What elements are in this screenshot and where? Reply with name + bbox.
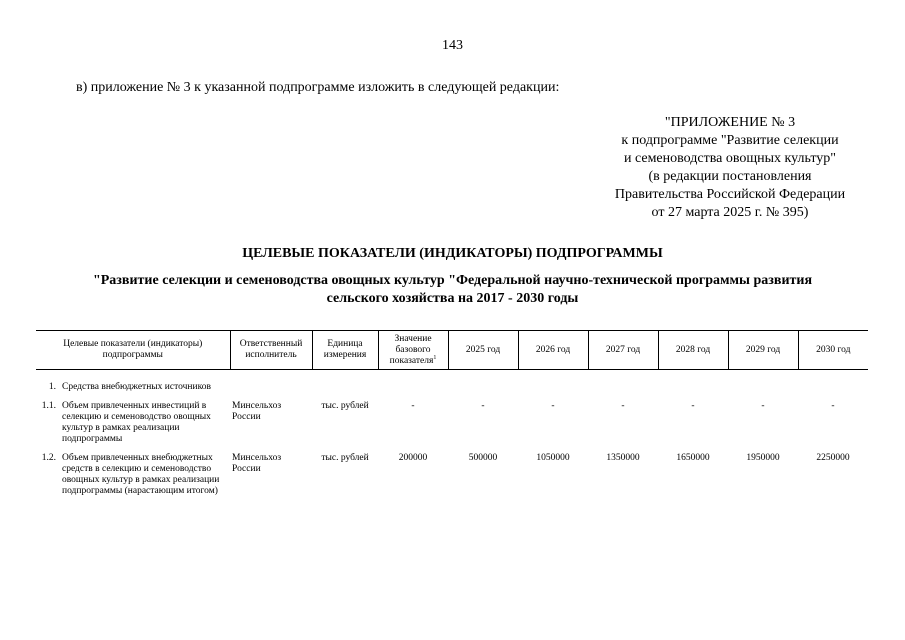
row-value: 500000 bbox=[468, 453, 498, 463]
table-row bbox=[36, 382, 868, 393]
row-value: 1650000 bbox=[676, 453, 710, 463]
header-year: 2030 год bbox=[798, 331, 868, 370]
header-year: 2029 год bbox=[728, 331, 798, 370]
row-unit: тыс. рублей bbox=[321, 401, 369, 411]
row-value bbox=[658, 382, 728, 393]
row-value: - bbox=[761, 401, 765, 411]
row-number: 1.2. bbox=[41, 453, 56, 463]
header-base-label: Значение базового показателя bbox=[389, 333, 434, 366]
header-year: 2025 год bbox=[448, 331, 518, 370]
table-header-row bbox=[36, 331, 868, 370]
header-executor: Ответственный исполнитель bbox=[230, 331, 312, 370]
indicators-table bbox=[36, 330, 868, 497]
row-value bbox=[728, 382, 798, 393]
row-value bbox=[448, 382, 518, 393]
header-unit: Единица измерения bbox=[312, 331, 378, 370]
row-unit bbox=[312, 382, 378, 393]
row-value bbox=[518, 382, 588, 393]
header-base bbox=[378, 331, 448, 370]
row-value: 1950000 bbox=[746, 453, 780, 463]
table-row bbox=[36, 401, 868, 445]
appendix-line: от 27 марта 2025 г. № 395) bbox=[651, 205, 809, 220]
row-value bbox=[798, 382, 868, 393]
header-indicator: Целевые показатели (индикаторы) подпрограммы bbox=[36, 331, 230, 370]
document-subtitle: "Развитие селекции и семеноводства овощных культур "Федеральной научно-технической программы развития сельского хозяйства на 2017 - 2030 годы bbox=[92, 273, 813, 306]
row-executor: Минсельхоз России bbox=[232, 453, 282, 474]
row-value: - bbox=[831, 401, 835, 411]
row-value bbox=[588, 382, 658, 393]
appendix-line: Правительства Российской Федерации bbox=[614, 187, 846, 202]
row-value: 1050000 bbox=[536, 453, 570, 463]
row-value: - bbox=[551, 401, 555, 411]
row-indicator: Объем привлеченных внебюджетных средств в селекцию и семеноводство овощных культур в рамках реализации подпрограммы (нарастающим итогом) bbox=[62, 453, 220, 496]
row-value: - bbox=[691, 401, 695, 411]
row-indicator: Средства внебюджетных источников bbox=[62, 382, 211, 392]
row-number: 1.1. bbox=[41, 401, 56, 411]
row-executor bbox=[230, 382, 312, 393]
appendix-line: (в редакции постановления bbox=[648, 169, 812, 184]
row-value: - bbox=[481, 401, 485, 411]
table-row bbox=[36, 453, 868, 497]
header-year: 2028 год bbox=[658, 331, 728, 370]
appendix-header bbox=[560, 114, 900, 222]
header-year: 2027 год bbox=[588, 331, 658, 370]
row-value: 1350000 bbox=[606, 453, 640, 463]
footnote-marker: 1 bbox=[433, 354, 437, 361]
header-year: 2026 год bbox=[518, 331, 588, 370]
appendix-line: к подпрограмме "Развитие селекции bbox=[621, 133, 839, 148]
appendix-line: "ПРИЛОЖЕНИЕ № 3 bbox=[664, 115, 796, 130]
row-value: 2250000 bbox=[816, 453, 850, 463]
row-number: 1. bbox=[48, 382, 56, 392]
row-executor: Минсельхоз России bbox=[232, 401, 282, 422]
row-value: - bbox=[621, 401, 625, 411]
row-base: - bbox=[411, 401, 415, 411]
row-indicator: Объем привлеченных инвестиций в селекцию и семеноводство овощных культур в рамках реализации подпрограммы bbox=[62, 401, 211, 444]
row-unit: тыс. рублей bbox=[321, 453, 369, 463]
intro-text: в) приложение № 3 к указанной подпрограмме изложить в следующей редакции: bbox=[76, 80, 560, 95]
row-base: 200000 bbox=[398, 453, 428, 463]
document-title: ЦЕЛЕВЫЕ ПОКАЗАТЕЛИ (ИНДИКАТОРЫ) ПОДПРОГРАММЫ bbox=[242, 246, 663, 261]
appendix-line: и семеноводства овощных культур" bbox=[623, 151, 837, 166]
row-base bbox=[378, 382, 448, 393]
page-number: 143 bbox=[442, 38, 463, 53]
